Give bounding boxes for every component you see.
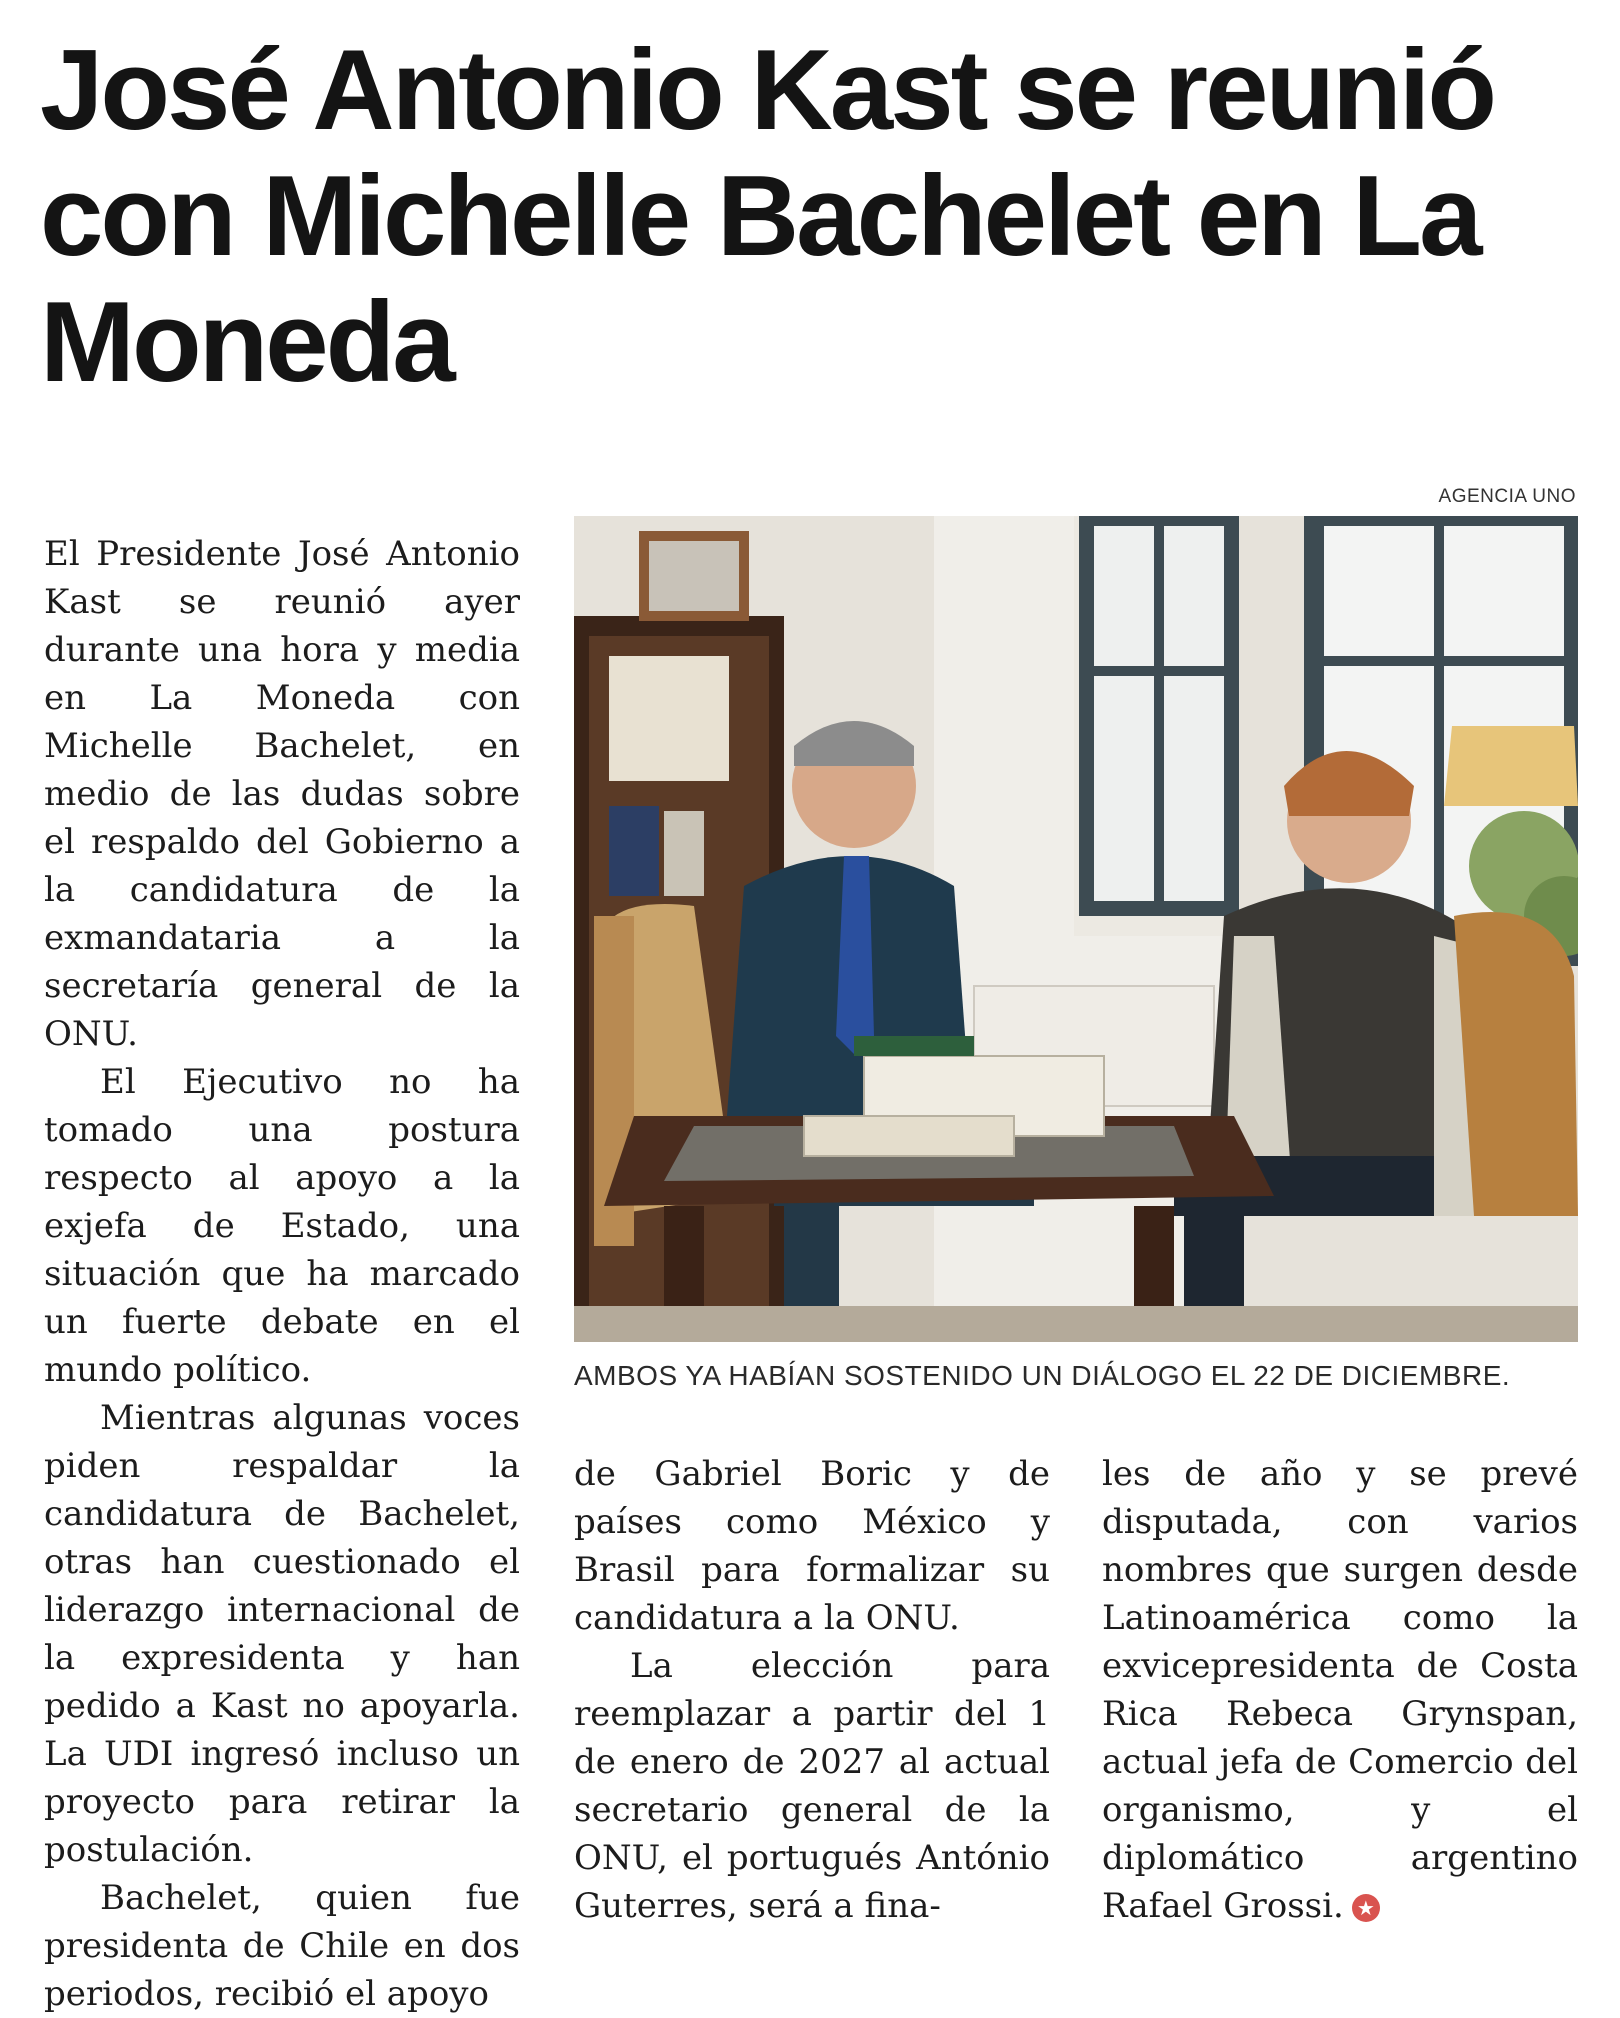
news-photo xyxy=(574,516,1578,1342)
article-column-2 xyxy=(574,1450,1050,1930)
paragraph: La elección para reemplazar a partir del 1 de enero de 2027 al actual secretario general de la ONU, el portugués António Guterres, será a fina- xyxy=(574,1646,1050,1926)
headline: José Antonio Kast se reunió con Michelle Bachelet en La Moneda xyxy=(40,27,1495,406)
end-of-article-icon: ★ xyxy=(1352,1894,1380,1922)
photo-caption: AMBOS YA HABÍAN SOSTENIDO UN DIÁLOGO EL 22 DE DICIEMBRE. xyxy=(574,1360,1511,1391)
paragraph: Mientras algunas voces piden respaldar la candidatura de Bachelet, otras han cuestionado el liderazgo internacional de la expresidenta y han pedido a Kast no apoyarla. La UDI ingresó incluso un proyecto para retirar la postulación. xyxy=(44,1398,520,1870)
paragraph xyxy=(1102,1450,1578,1930)
photo-credit: AGENCIA UNO xyxy=(1438,486,1576,507)
paragraph-text: les de año y se prevé disputada, con varios nombres que surgen desde Latinoamérica como la exvicepresidenta de Costa Rica Rebeca Grynspan, actual jefa de Comercio del organismo, y el diplomático argentino Rafael Grossi. xyxy=(1102,1454,1578,1926)
paragraph: de Gabriel Boric y de países como México y Brasil para formalizar su candidatura a la ONU. xyxy=(574,1454,1050,1638)
paragraph: Bachelet, quien fue presidenta de Chile en dos periodos, recibió el apoyo xyxy=(44,1878,520,2014)
paragraph: El Ejecutivo no ha tomado una postura respecto al apoyo a la exjefa de Estado, una situación que ha marcado un fuerte debate en el mundo político. xyxy=(44,1062,520,1390)
article-column-3 xyxy=(1102,1450,1578,1930)
paragraph: El Presidente José Antonio Kast se reunió ayer durante una hora y media en La Moneda con Michelle Bachelet, en medio de las dudas sobre el respaldo del Gobierno a la candidatura de la exmandataria a la secretaría general de la ONU. xyxy=(44,534,520,1054)
article-column-1 xyxy=(44,530,520,2018)
